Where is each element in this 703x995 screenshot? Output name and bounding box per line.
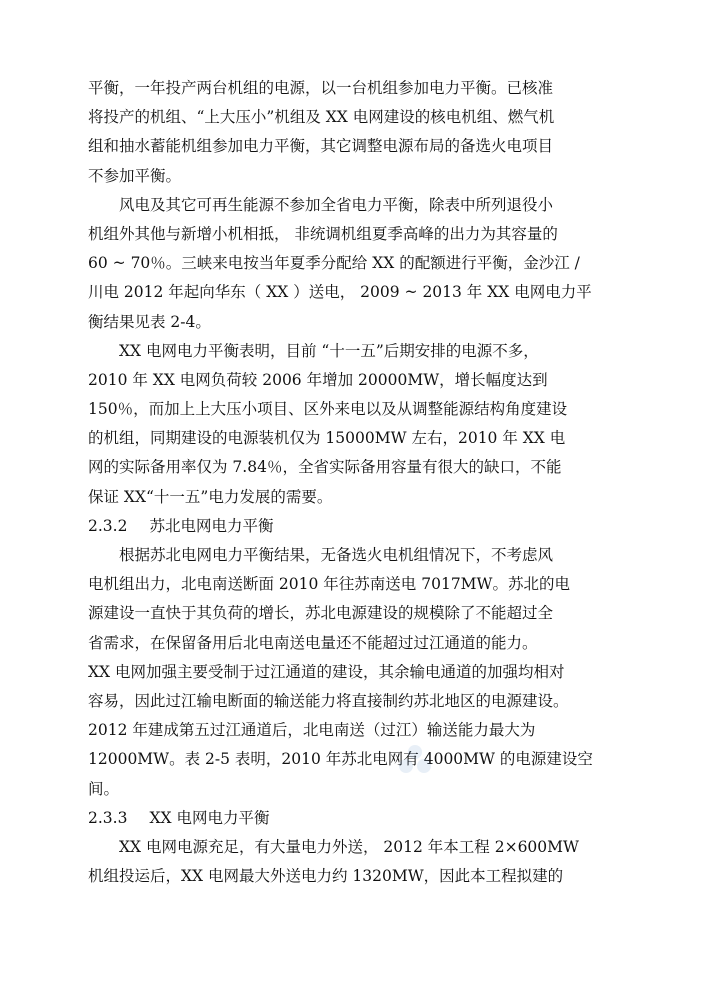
paragraph-1 xyxy=(88,74,618,191)
section-heading-2-3-2 xyxy=(88,512,618,541)
text-line: 川电 2012 年起向华东（ XX ）送电， 2009 ~ 2013 年 XX 电网电力平 xyxy=(88,283,592,302)
text-line: 根据苏北电网电力平衡结果，无备选火电机组情况下，不考虑风 xyxy=(119,546,554,564)
section-number: 2.3.2 xyxy=(88,516,128,535)
section-2-3-2-body xyxy=(88,541,618,804)
text-line: 间。 xyxy=(88,779,120,798)
text-line: 风电及其它可再生能源不参加全省电力平衡，除表中所列退役小 xyxy=(119,195,554,214)
text-line: 省需求，在保留备用后北电南送电量还不能超过过江通道的能力。 xyxy=(88,633,538,652)
section-title: 苏北电网电力平衡 xyxy=(149,516,274,535)
text-line: 电机组出力，北电南送断面 2010 年往苏南送电 7017MW。苏北的电 xyxy=(88,575,570,594)
text-line: 容易，因此过江输电断面的输送能力将直接制约苏北地区的电源建设。 xyxy=(88,691,569,710)
text-line: 的机组，同期建设的电源装机仅为 15000MW 左右，2010 年 XX 电 xyxy=(88,429,566,448)
paragraph-2 xyxy=(88,191,618,337)
document-body xyxy=(88,74,618,891)
text-line: 机组外其他与新增小机相抵， 非统调机组夏季高峰的出力为其容量的 xyxy=(88,224,558,243)
text-line: 源建设一直快于其负荷的增长，苏北电源建设的规模除了不能超过全 xyxy=(88,604,554,623)
watermark-icon xyxy=(395,740,435,780)
section-title: XX 电网电力平衡 xyxy=(149,808,270,827)
text-line: XX 电网电力平衡表明，目前 “十一五”后期安排的电源不多， xyxy=(119,341,539,360)
text-line: XX 电网加强主要受制于过江通道的建设，其余输电通道的加强均相对 xyxy=(88,662,565,681)
text-line: 衡结果见表 2-4。 xyxy=(88,312,211,331)
text-line: 机组投运后，XX 电网最大外送电力约 1320MW，因此本工程拟建的 xyxy=(88,867,564,886)
section-2-3-3-body xyxy=(88,833,618,891)
section-heading-2-3-3 xyxy=(88,804,618,833)
text-line: 60 ~ 70％。三峡来电按当年夏季分配给 XX 的配额进行平衡，金沙江 / xyxy=(88,254,580,273)
text-line: 保证 XX“十一五”电力发展的需要。 xyxy=(88,487,333,506)
text-line: XX 电网电源充足，有大量电力外送， 2012 年本工程 2×600MW xyxy=(119,837,579,856)
text-line: 不参加平衡。 xyxy=(88,166,182,185)
text-line: 组和抽水蓄能机组参加电力平衡，其它调整电源布局的备选火电项目 xyxy=(88,137,554,156)
text-line: 150％，而加上上大压小项目、区外来电以及从调整能源结构角度建设 xyxy=(88,400,568,419)
text-line: 将投产的机组、“上大压小”机组及 XX 电网建设的核电机组、燃气机 xyxy=(88,108,555,127)
section-number: 2.3.3 xyxy=(88,808,128,827)
paragraph-3 xyxy=(88,337,618,512)
text-line: 2010 年 XX 电网负荷较 2006 年增加 20000MW，增长幅度达到 xyxy=(88,370,548,389)
text-line: 平衡，一年投产两台机组的电源，以一台机组参加电力平衡。已核准 xyxy=(88,79,554,97)
text-line: 12000MW。表 2-5 表明，2010 年苏北电网有 4000MW 的电源建设空 xyxy=(88,750,593,769)
text-line: 网的实际备用率仅为 7.84％，全省实际备用容量有很大的缺口，不能 xyxy=(88,458,562,477)
text-line: 2012 年建成第五过江通道后，北电南送（过江）输送能力最大为 xyxy=(88,721,536,740)
